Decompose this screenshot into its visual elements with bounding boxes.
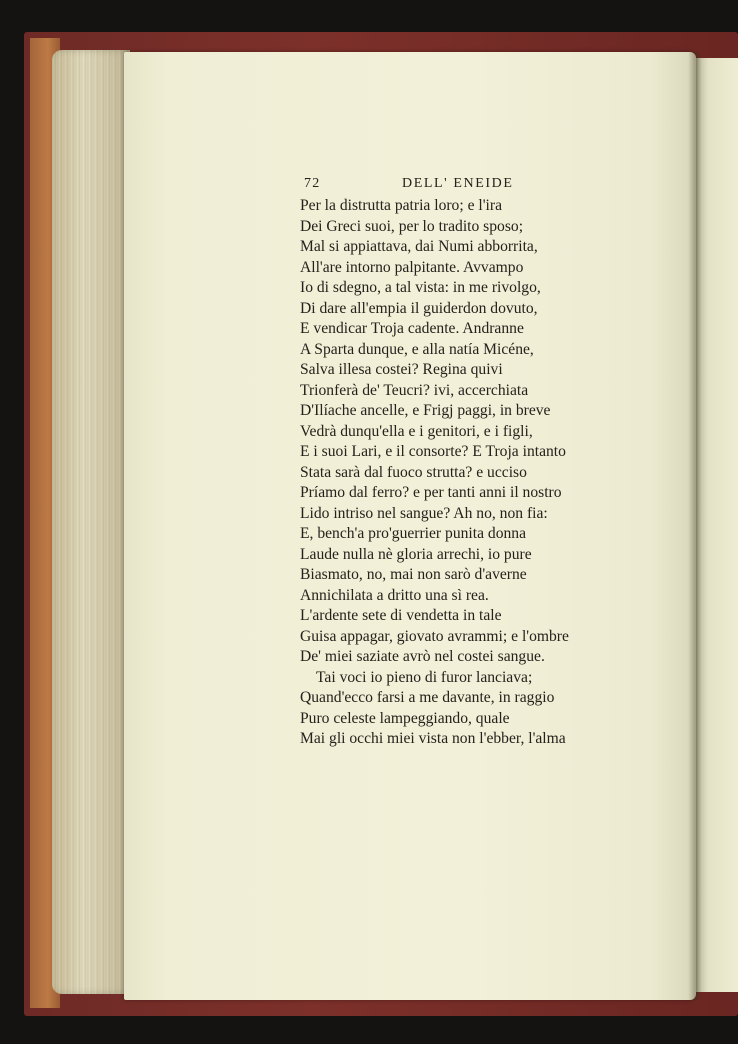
verse-line: Di dare all'empia il guiderdon dovuto, [300,299,538,317]
verse-line: D'Ilíache ancelle, e Frigj paggi, in breve [300,402,551,419]
verse-line: Mai gli occhi miei vista non l'ebber, l'alma [300,730,566,747]
text-block [300,172,620,750]
verse-line: Tai voci io pieno di furor lanciava; [316,668,533,686]
verse-line: E vendicar Troja cadente. Andranne [300,320,524,337]
page-number: 72 [304,176,321,191]
page-edges-shade [52,50,130,994]
verse-line: Guisa appagar, giovato avrammi; e l'ombre [300,627,569,645]
verse-line: Puro celeste lampeggiando, quale [300,709,510,727]
verse-line: Dei Greci suoi, per lo tradito sposo; [300,217,524,235]
verse [300,196,620,750]
verse-line: De' miei saziate avrò nel costei sangue. [300,648,545,665]
verse-line: Io di sdegno, a tal vista: in me rivolgo, [300,279,541,296]
verse-line: Vedrà dunqu'ella e i genitori, e i figli, [300,422,533,440]
verse-line: E i suoi Lari, e il consorte? E Troja intanto [300,443,566,460]
verse-line: Príamo dal ferro? e per tanti anni il nostro [300,484,562,501]
verse-line: E, bench'a pro'guerrier punita donna [300,525,527,542]
verse-line: Stata sarà dal fuoco strutta? e ucciso [300,463,527,481]
verse-line: Lido intriso nel sangue? Ah no, non fia: [300,504,548,522]
verse-line: Per la distrutta patria loro; e l'ira [300,197,502,214]
verse-line: A Sparta dunque, e alla natía Micéne, [300,340,534,358]
facing-page [696,58,738,992]
verse-line: Quand'ecco farsi a me davante, in raggio [300,689,555,706]
running-head [300,172,620,196]
verse-line: Trionferà de' Teucri? ivi, accerchiata [300,381,529,399]
verse-line: Annichilata a dritto una sì rea. [300,586,489,604]
verse-line: Laude nulla nè gloria arrechi, io pure [300,545,532,563]
verse-line: L'ardente sete di vendetta in tale [300,607,502,624]
verse-line: Mal si appiattava, dai Numi abborrita, [300,238,538,255]
page-gutter [688,52,702,1000]
verse-line: Salva illesa costei? Regina quivi [300,361,503,378]
verse-line: All'are intorno palpitante. Avvampo [300,258,524,276]
running-title: DELL' ENEIDE [402,176,514,191]
verse-line: Biasmato, no, mai non sarò d'averne [300,566,527,583]
